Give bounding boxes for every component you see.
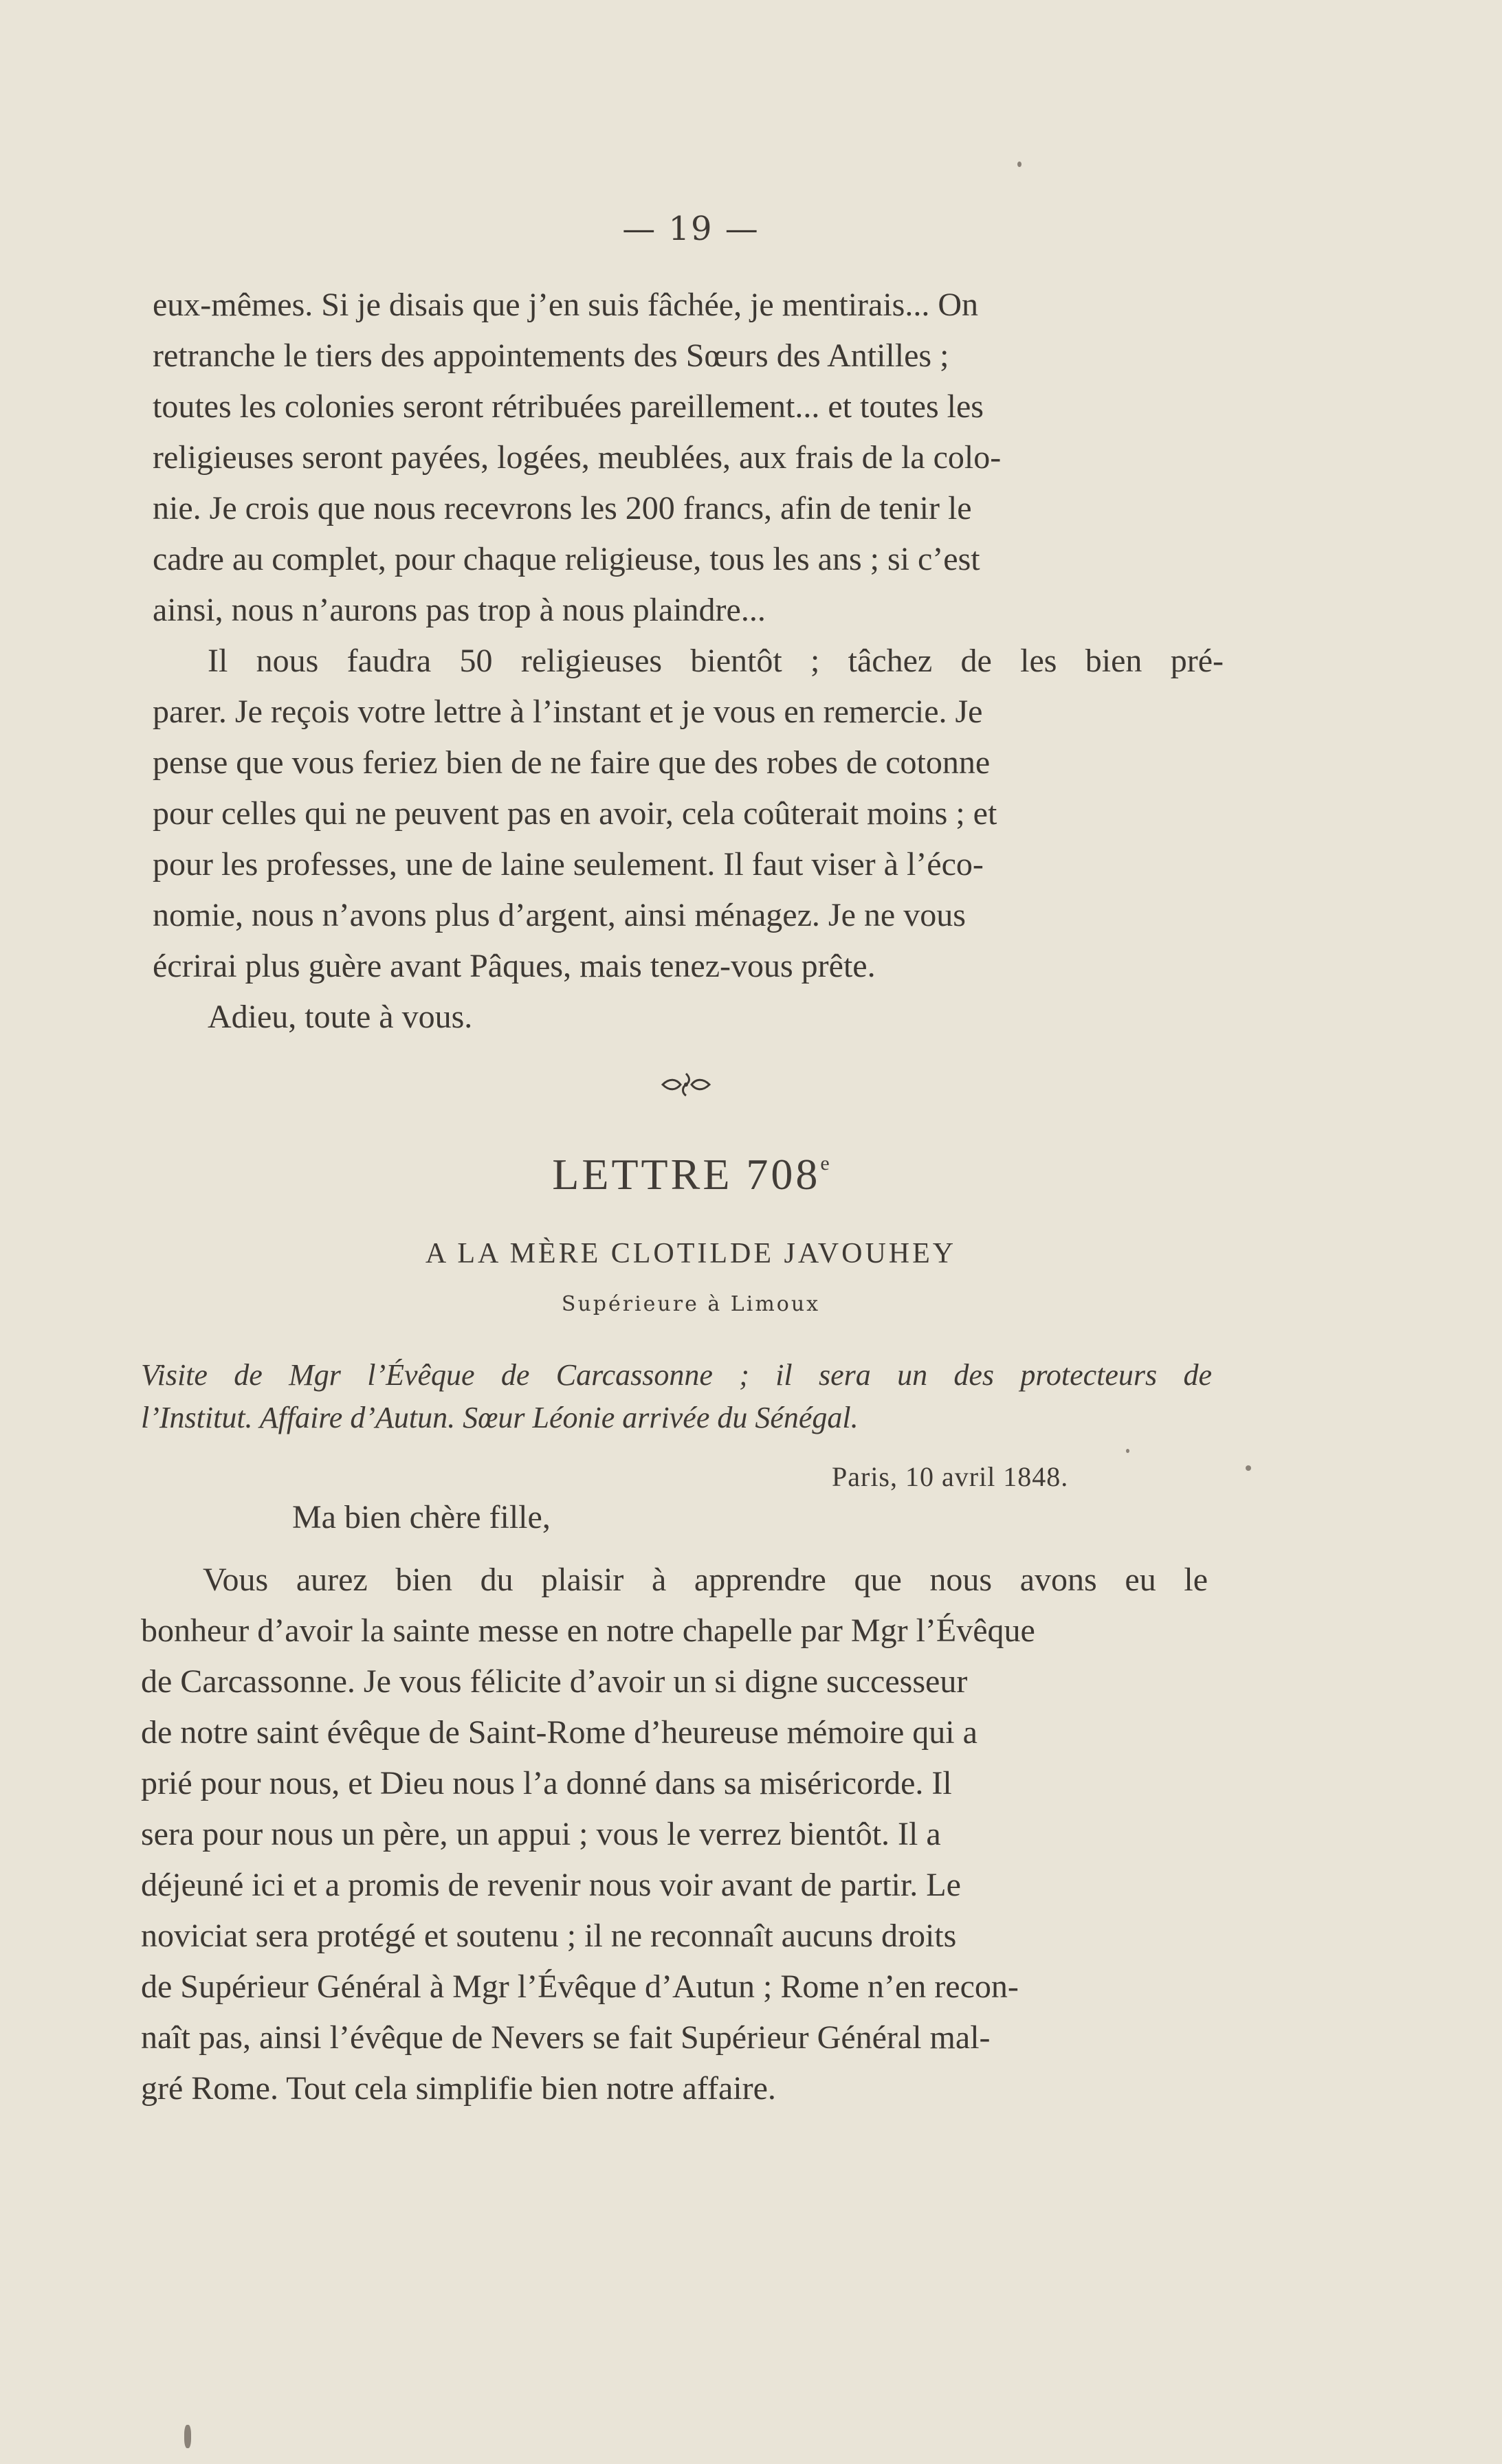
text-line: religieuses seront payées, logées, meublées, aux frais de la colo- (153, 439, 1002, 476)
text-line: de Supérieur Général à Mgr l’Évêque d’Autun ; Rome n’en recon- (141, 1968, 1019, 2005)
addressee: A LA MÈRE CLOTILDE JAVOUHEY (425, 1238, 957, 1269)
paper-speck (1017, 162, 1021, 167)
text-line: déjeuné ici et a promis de revenir nous voir avant de partir. Le (141, 1867, 961, 1903)
closing-line: Adieu, toute à vous. (208, 999, 473, 1035)
letter-title (0, 1149, 1382, 1200)
text-line: écrirai plus guère avant Pâques, mais tenez-vous prête. (153, 948, 876, 984)
text-line: ainsi, nous n’aurons pas trop à nous plaindre... (153, 592, 766, 628)
fleuron-ornament-icon (660, 1071, 712, 1098)
text-line: cadre au complet, pour chaque religieuse, tous les ans ; si c’est (153, 541, 980, 577)
text-line: pour les professes, une de laine seulement. Il faut viser à l’éco- (153, 846, 984, 883)
text-line: Il nous faudra 50 religieuses bientôt ; tâchez de les bien pré- (208, 643, 1224, 679)
text-line: de notre saint évêque de Saint-Rome d’heureuse mémoire qui a (141, 1714, 978, 1751)
paper-speck (1246, 1465, 1251, 1471)
text-line: parer. Je reçois votre lettre à l’instant et je vous en remercie. Je (153, 693, 983, 730)
text-line: nie. Je crois que nous recevrons les 200 francs, afin de tenir le (153, 490, 972, 526)
text-line: noviciat sera protégé et soutenu ; il ne reconnaît aucuns droits (141, 1918, 957, 1954)
text-line: nomie, nous n’avons plus d’argent, ainsi ménagez. Je ne vous (153, 897, 966, 933)
summary-line: Visite de Mgr l’Évêque de Carcassonne ; il sera un des protecteurs de (141, 1358, 1212, 1392)
page-number: — 19 — (622, 210, 760, 248)
text-line: bonheur d’avoir la sainte messe en notre chapelle par Mgr l’Évêque (141, 1612, 1035, 1649)
text-line: Vous aurez bien du plaisir à apprendre que nous avons eu le (203, 1562, 1208, 1598)
text-line: pour celles qui ne peuvent pas en avoir, cela coûterait moins ; et (153, 795, 997, 832)
text-line: toutes les colonies seront rétribuées pareillement... et toutes les (153, 388, 984, 425)
letter-title-text: LETTRE 708 (552, 1150, 821, 1199)
text-line: retranche le tiers des appointements des Sœurs des Antilles ; (153, 337, 949, 374)
paper-speck (184, 2425, 191, 2448)
addressee-role: Supérieure à Limoux (561, 1292, 821, 1316)
letter-title-suffix: e (820, 1152, 830, 1175)
summary-line: l’Institut. Affaire d’Autun. Sœur Léonie arrivée du Sénégal. (141, 1401, 859, 1434)
text-line: de Carcassonne. Je vous félicite d’avoir un si digne successeur (141, 1663, 968, 1700)
text-line: prié pour nous, et Dieu nous l’a donné dans sa miséricorde. Il (141, 1765, 952, 1801)
text-line: gré Rome. Tout cela simplifie bien notre affaire. (141, 2070, 776, 2107)
paper-speck (1126, 1449, 1129, 1453)
salutation: Ma bien chère fille, (292, 1499, 551, 1535)
text-line: pense que vous feriez bien de ne faire que des robes de cotonne (153, 744, 991, 781)
text-line: eux-mêmes. Si je disais que j’en suis fâchée, je mentirais... On (153, 287, 979, 323)
text-line: naît pas, ainsi l’évêque de Nevers se fait Supérieur Général mal- (141, 2019, 991, 2056)
dateline: Paris, 10 avril 1848. (832, 1461, 1069, 1492)
text-line: sera pour nous un père, un appui ; vous le verrez bientôt. Il a (141, 1816, 941, 1852)
